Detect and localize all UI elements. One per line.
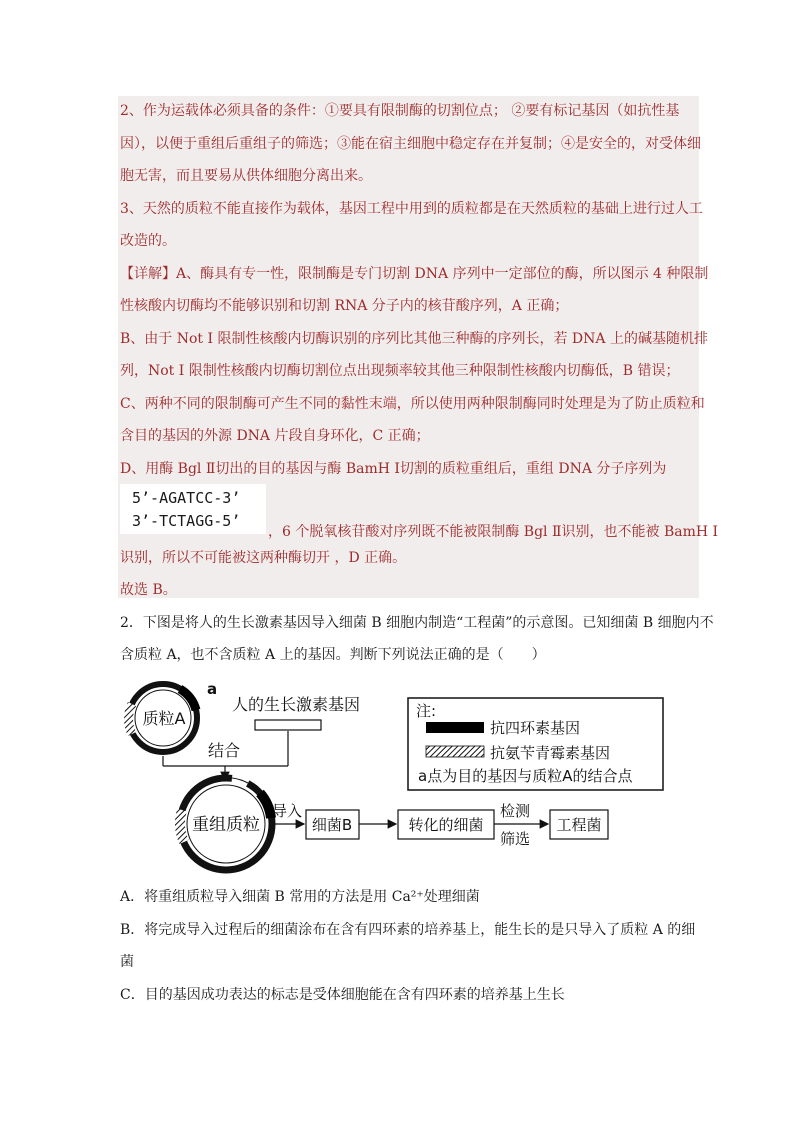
- detect-label: 检测: [500, 802, 531, 820]
- option-c: C．目的基因成功表达的标志是受体细胞能在含有四环素的培养基上生长: [120, 987, 565, 1003]
- explanation-line: 因），以便于重组后重组子的筛选；③能在宿主细胞中稳定存在并复制；④是安全的，对受体细: [120, 136, 701, 152]
- import-label: 导入: [272, 802, 303, 820]
- legend: [408, 698, 663, 790]
- explanation-line: ，6 个脱氧核苷酸对序列既不能被限制酶 Bgl Ⅱ识别，也不能被 BamH Ⅰ: [268, 524, 719, 540]
- explanation-line: 胞无害，而且要易从供体细胞分离出来。: [120, 168, 372, 184]
- genetic-engineering-diagram: [120, 676, 680, 874]
- growth-hormone-gene-label: 人的生长激素基因: [232, 695, 361, 714]
- recombinant-plasmid: [180, 778, 272, 870]
- explanation-line: 改造的。: [120, 233, 176, 249]
- combine-label: 结合: [208, 741, 241, 760]
- detail-tag: 【详解】: [120, 266, 176, 282]
- transformed-bacteria-label: 转化的细菌: [408, 816, 484, 834]
- option-a: A．将重组质粒导入细菌 B 常用的方法是用 Ca²⁺处理细菌: [120, 889, 480, 905]
- screen-label: 筛选: [500, 830, 531, 848]
- dna-sequence-top: 5’-AGATCC-3’: [132, 489, 241, 507]
- legend-amp-swatch: [426, 746, 484, 757]
- legend-a-label: a点为目的基因与质粒A的结合点: [418, 767, 633, 785]
- explanation-line: 故选 B。: [120, 582, 177, 598]
- explanation-line: D、用酶 Bgl Ⅱ切出的目的基因与酶 BamH Ⅰ切割的质粒重组后，重组 DNA 分子序列为: [120, 461, 667, 477]
- explanation-line: 3、天然的质粒不能直接作为载体，基因工程中用到的质粒都是在天然质粒的基础上进行过人工: [120, 201, 703, 217]
- plasmid-a: [129, 680, 218, 752]
- explanation-line: 列，Not I 限制性核酸内切酶切割位点出现频率较其他三种限制性核酸内切酶低，B 错误；: [120, 363, 680, 379]
- growth-hormone-gene: [255, 720, 321, 730]
- legend-tet-swatch: [426, 722, 484, 733]
- explanation-line: C、两种不同的限制酶可产生不同的黏性末端，所以使用两种限制酶同时处理是为了防止质粒和: [120, 396, 705, 412]
- legend-amp-label: 抗氨苄青霉素基因: [490, 744, 611, 762]
- explanation-line: B、由于 Not I 限制性核酸内切酶识别的序列比其他三种酶的序列长，若 DNA 上的碱基随机排: [120, 331, 708, 347]
- point-a-label: a: [207, 680, 218, 698]
- explanation-line: 性核酸内切酶均不能够识别和切割 RNA 分子内的核苷酸序列，A 正确；: [120, 298, 569, 314]
- legend-title: 注:: [416, 702, 437, 720]
- dna-sequence-bottom: 3’-TCTAGG-5’: [132, 512, 241, 530]
- legend-tet-label: 抗四环素基因: [490, 719, 581, 737]
- option-b-cont: 菌: [120, 954, 134, 970]
- explanation-line: 【详解】A、酶具有专一性，限制酶是专门切割 DNA 序列中一定部位的酶，所以图示 4 种限制: [120, 266, 709, 282]
- recombinant-plasmid-label: 重组质粒: [192, 815, 260, 835]
- question-stem: 2．下图是将人的生长激素基因导入细菌 B 细胞内制造“工程菌”的示意图。已知细菌 B 细胞内不: [120, 615, 714, 631]
- explanation-line: 识别，所以不可能被这两种酶切开 ，D 正确。: [120, 550, 407, 566]
- question-stem: 含质粒 A，也不含质粒 A 上的基因。判断下列说法正确的是（ ）: [120, 647, 546, 663]
- plasmid-a-label: 质粒A: [142, 709, 186, 728]
- bacteria-b-label: 细菌B: [311, 816, 353, 834]
- explanation-line: 2、作为运载体必须具备的条件：①要具有限制酶的切割位点； ②要有标记基因（如抗性基: [120, 103, 680, 119]
- option-b: B．将完成导入过程后的细菌涂布在含有四环素的培养基上，能生长的是只导入了质粒 A 的细: [120, 922, 696, 938]
- engineered-bacteria-label: 工程菌: [556, 816, 602, 834]
- explanation-line: 含目的基因的外源 DNA 片段自身环化，C 正确；: [120, 428, 430, 444]
